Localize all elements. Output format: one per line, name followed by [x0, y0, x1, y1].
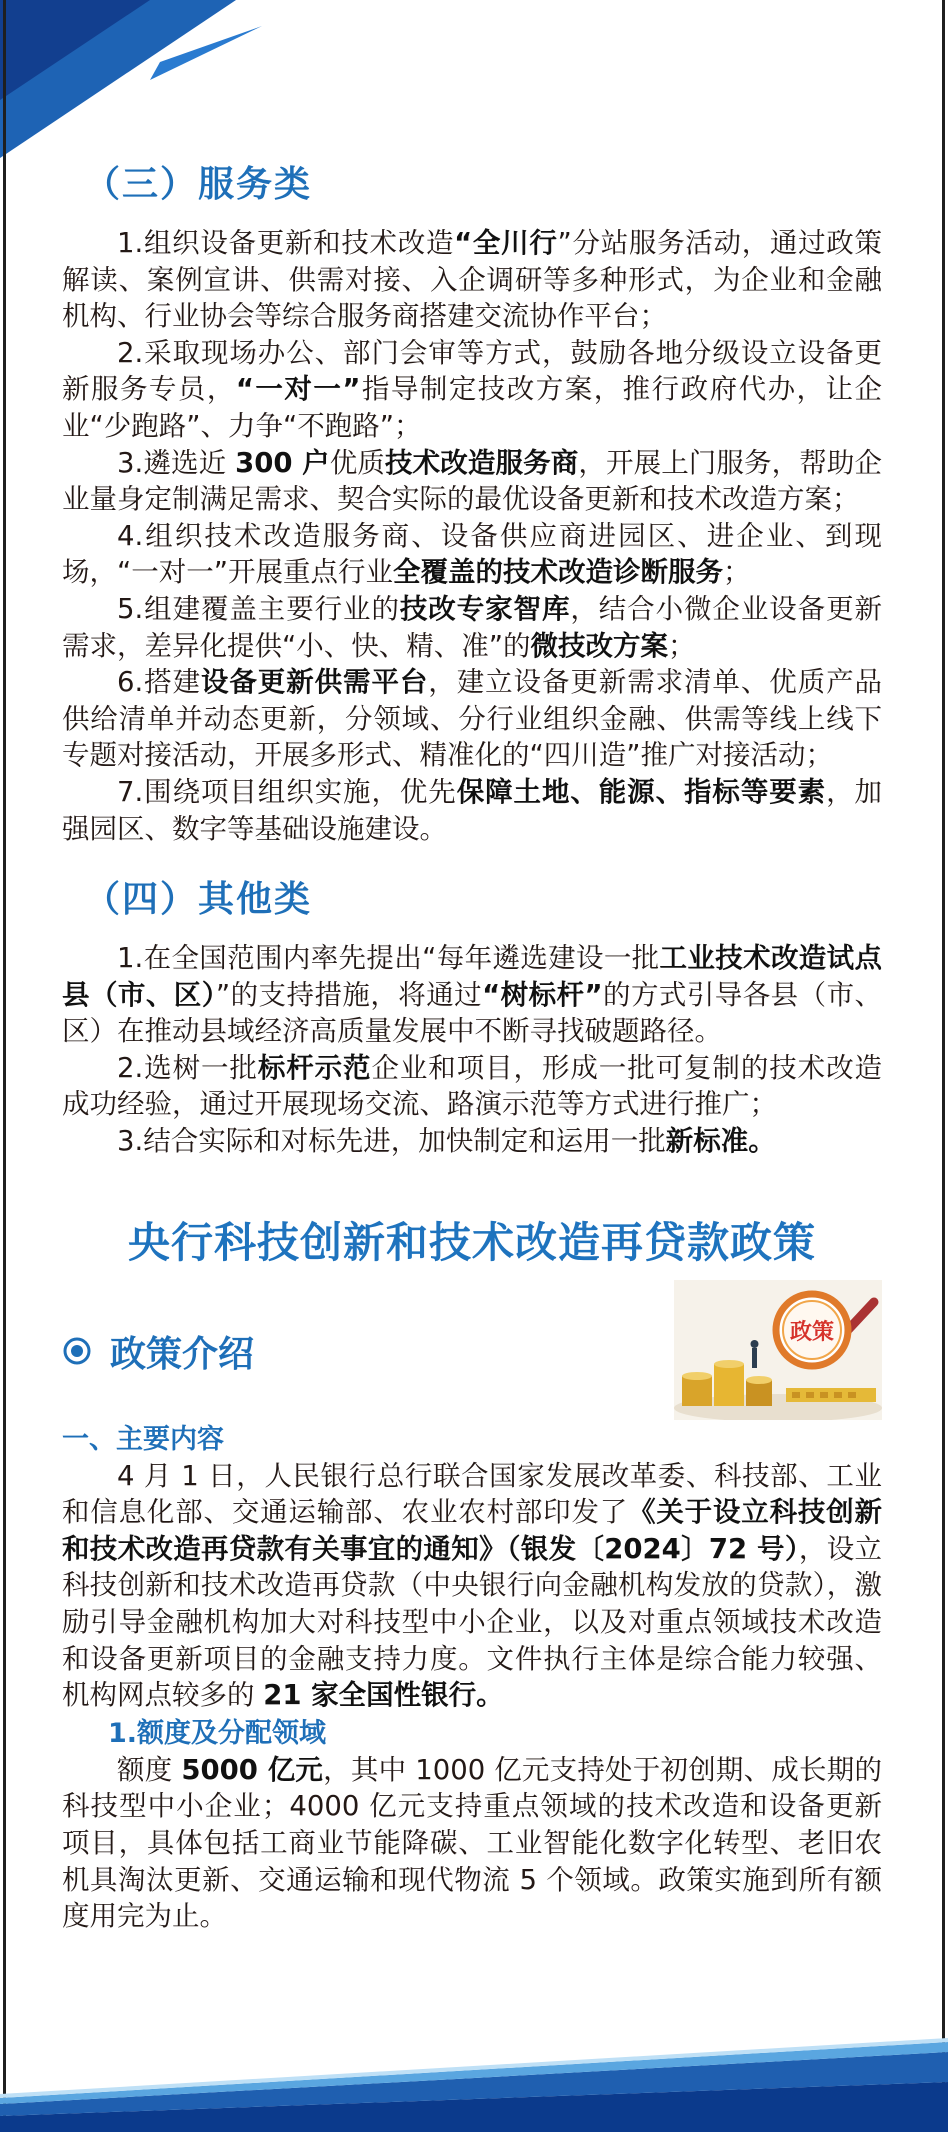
body-text: ，其中 1000 亿元支持处于初创期、成长期的科技型中小企业；4000 亿元支持重点领域的技术改造和设备更新项目，具体包括工商业节能降碳、工业智能化数字化转型、老旧农机具淘汰更新、交通运输和现代物流 5 个领域。政策实施到所有额度用完为止。 [62, 1753, 882, 1933]
emphasis-text: 5000 亿元 [181, 1753, 324, 1786]
intro-heading [62, 1326, 254, 1377]
emphasis-text: 技术改造服务商 [385, 446, 579, 479]
frame-right [942, 0, 945, 2132]
target-circle-icon [62, 1336, 92, 1366]
services-heading: （三）服务类 [84, 164, 313, 205]
list-item [62, 518, 882, 591]
emphasis-text: 工业技术改造试点县（市、区） [62, 942, 883, 1011]
bottom-decoration [0, 2012, 948, 2132]
emphasis-text: 新标准。 [665, 1125, 776, 1158]
services-list [62, 225, 882, 847]
frame-left [3, 0, 6, 2132]
body-text: 5.组建覆盖主要行业的 [117, 592, 400, 625]
emphasis-text: “树标杆” [482, 978, 603, 1011]
intro-heading-label: 政策介绍 [110, 1333, 255, 1375]
list-item [62, 225, 882, 335]
emphasis-text: 300 户 [235, 446, 330, 479]
emphasis-text: 微技改方案 [530, 629, 668, 662]
body-text: 指导制定技改方案，推行政府代办，让企业“少跑路”、力争“不跑路”； [62, 373, 882, 442]
body-text: ，加强园区、数字等基础设施建设。 [62, 775, 882, 845]
emphasis-text: 《关于设立科技创新和技术改造再贷款有关事宜的通知》（银发〔2024〕72 号） [62, 1496, 883, 1565]
list-item [62, 940, 882, 1050]
body-text: 7.围绕项目组织实施，优先 [117, 775, 457, 808]
body-text: 3.遴选近 [117, 446, 236, 479]
emphasis-text: 全覆盖的技术改造诊断服务 [393, 556, 723, 589]
policy-title: 央行科技创新和技术改造再贷款政策 [127, 1217, 816, 1267]
body-text: ，结合小微企业设备更新需求，差异化提供“小、快、精、准”的 [62, 592, 882, 662]
corner-decoration [0, 0, 280, 170]
body-text: 4.组织技术改造服务商、设备供应商进园区、进企业、到现场，“一对一”开展重点行业 [62, 519, 882, 589]
list-item [62, 335, 882, 445]
body-text: 的方式引导各县（市、区）在推动县域经济高质量发展中不断寻找破题路径。 [62, 978, 883, 1048]
list-item [62, 664, 882, 774]
quota-paragraph [62, 1752, 882, 1935]
body-text: ”分站服务活动，通过政策解读、案例宣讲、供需对接、入企调研等多种形式，为企业和金融机构、行业协会等综合服务商搭建交流协作平台； [62, 227, 883, 333]
emphasis-text: “全川行 [454, 227, 558, 259]
body-text: 3.结合实际和对标先进，加快制定和运用一批 [117, 1125, 666, 1158]
body-text: 6.搭建 [117, 666, 201, 699]
others-list [62, 940, 882, 1160]
emphasis-text: 标杆示范 [257, 1051, 372, 1084]
main-content-paragraph [62, 1458, 882, 1714]
body-text: 2.选树一批 [117, 1051, 258, 1084]
emphasis-text: “一对一” [235, 373, 361, 406]
policy-image-label: 政策 [789, 1319, 835, 1345]
body-text: ”的支持措施，将通过 [215, 978, 483, 1011]
quota-heading: 1.额度及分配领域 [108, 1717, 327, 1749]
body-text: ，设立科技创新和技术改造再贷款（中央银行向金融机构发放的贷款），激励引导金融机构加大对科技型中小企业，以及对重点领域技术改造和设备更新项目的金融支持力度。文件执行主体是综合能力较强、机构网点较多的 [62, 1532, 882, 1712]
policy-magnifier-image [674, 1280, 882, 1420]
intro-row [62, 1270, 882, 1420]
main-content-heading: 一、主要内容 [62, 1423, 224, 1455]
body-text: ； [668, 629, 696, 662]
body-text: 4 月 1 日，人民银行总行联合国家发展改革委、科技部、工业和信息化部、交通运输部、农业农村部印发了 [62, 1459, 882, 1529]
emphasis-text: 保障土地、能源、指标等要素 [456, 775, 827, 808]
list-item [62, 591, 882, 664]
list-item [62, 1050, 882, 1123]
emphasis-text: 21 家全国性银行。 [263, 1679, 504, 1712]
body-text: 企业和项目，形成一批可复制的技术改造成功经验，通过开展现场交流、路演示范等方式进行推广； [62, 1051, 882, 1121]
body-text: ，建立设备更新需求清单、优质产品供给清单并动态更新，分领域、分行业组织金融、供需等线上线下专题对接活动，开展多形式、精准化的“四川造”推广对接活动； [62, 666, 882, 772]
body-text: 2.采取现场办公、部门会审等方式，鼓励各地分级设立设备更新服务专员， [62, 336, 882, 406]
body-text: ，开展上门服务，帮助企业量身定制满足需求、契合实际的最优设备更新和技术改造方案； [62, 446, 883, 516]
body-text: 1.组织设备更新和技术改造 [117, 227, 455, 259]
list-item [62, 445, 882, 518]
list-item [62, 1123, 882, 1160]
body-text: 优质 [329, 446, 386, 479]
body-text: ； [723, 556, 751, 589]
content [62, 156, 882, 1935]
emphasis-text: 技改专家智库 [399, 592, 571, 625]
list-item [62, 774, 882, 847]
others-heading: （四）其他类 [84, 879, 313, 921]
body-text: 1.在全国范围内率先提出“每年遴选建设一批 [117, 942, 660, 975]
body-text: 额度 [117, 1753, 182, 1786]
emphasis-text: 设备更新供需平台 [200, 666, 429, 699]
